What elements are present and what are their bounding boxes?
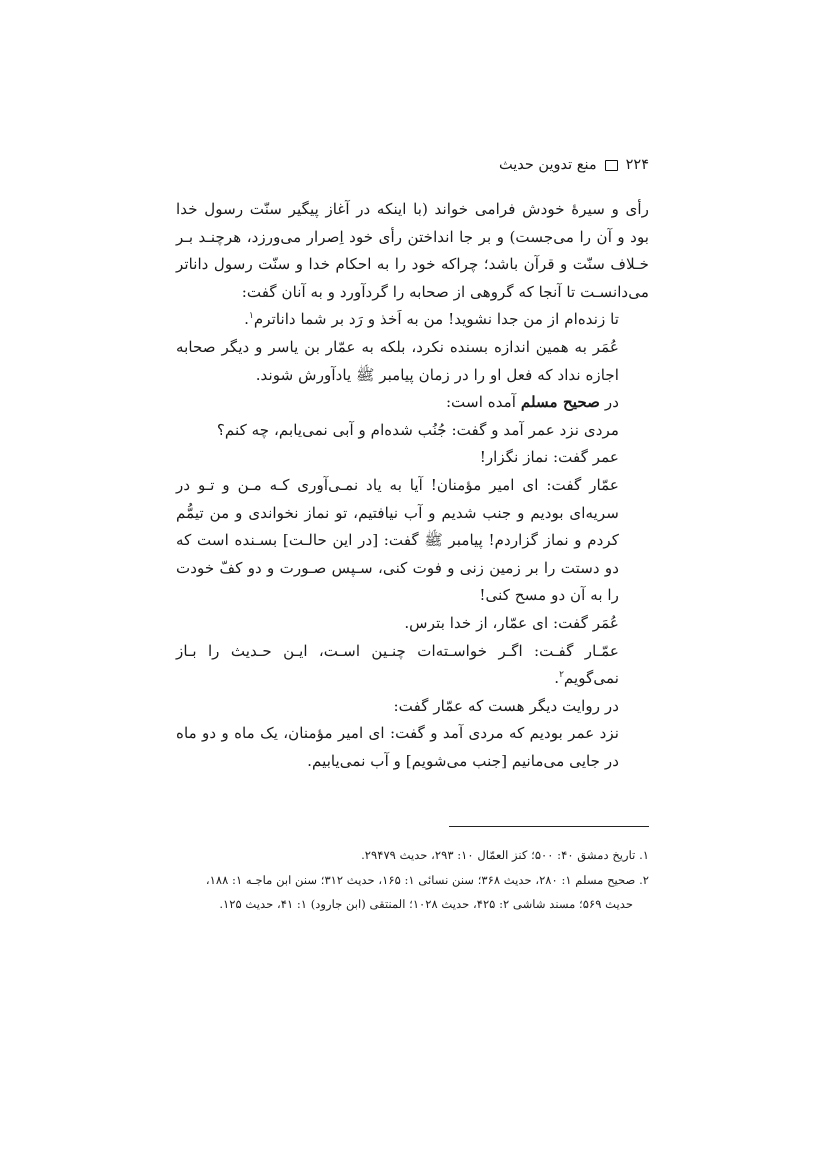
paragraph-1: رأی و سیرهٔ خودش فرامی خواند (با اینکه در آغاز پیگیر سنّت رسول خدا بود و آن را می‌جست) و بر جا انداختن رأی خود اِصرار می‌ورزد، هرچنـد بـر خـلاف سنّت و قرآن باشد؛ چراکه خود را به احکام خدا و سنّت رسول داناتر می‌دانسـت تا آنجا که گروهی از صحابه را گردآورد و به آنان گفت: — [176, 200, 650, 301]
footnote-1: ۱. تاریخ دمشق ۴۰: ۵۰۰؛ کنز العمّال ۱۰: ۲۹۳، حدیث ۲۹۴۷۹. — [361, 848, 649, 862]
body-text — [176, 196, 649, 775]
paragraph-4: در روایت دیگر هست که عمّار گفت: — [393, 696, 619, 715]
paragraph-3: در صحیح مسلم آمده است: — [445, 393, 619, 412]
quote-line-4: عُمَر گفت: ای عمّار، از خدا بترس. — [404, 613, 619, 632]
footnotes — [176, 843, 649, 917]
footnote-ref-1: ۱ — [249, 311, 254, 322]
footnote-divider — [449, 826, 649, 827]
footnote-ref-2: ۲ — [559, 670, 564, 681]
quote-paragraph-1: تا زنده‌ام از من جدا نشوید! من به اَخذ و رَد بر شما داناترم$^۱$. — [244, 310, 619, 329]
running-header — [499, 157, 649, 173]
source-title: صحیح مسلم — [520, 393, 601, 412]
square-ornament-icon — [605, 160, 618, 171]
quote-paragraph-5: عمّـار گفـت: اگـر خواسـته‌ات چنـین اسـت، ایـن حـدیث را بـاز نمی‌گویم$^۲$. — [176, 641, 619, 688]
footnote-2-continuation: حدیث ۵۶۹؛ مسند شاشی ۲: ۴۲۵، حدیث ۱۰۲۸؛ المنتقی (ابن جارود) ۱: ۴۱، حدیث ۱۲۵. — [219, 897, 633, 912]
quote-line-2: عمر گفت: نماز نگزار! — [479, 448, 619, 467]
quote-line-1: مردی نزد عمر آمد و گفت: جُنُب شده‌ام و آبی نمی‌یابم، چه کنم؟ — [216, 420, 619, 439]
running-title: منع تدوین حدیث — [498, 157, 597, 173]
page-number: ۲۲۴ — [625, 157, 649, 173]
quote-paragraph-ammar: عمّار گفت: ای امیر مؤمنان! آیا به یاد نمـی‌آوری کـه مـن و تـو در سریه‌ای بودیم و جنب شدیم و آب نیافتیم، تو نماز نخواندی و من تیمُّم کردم و نماز گزاردم! پیامبر ﷺ گفت: [در این حالـت] بسـنده است که دو دستت را بر زمین زنی و فوت کنی، سـپس صـورت و دو کفّ خودت را به آن دو مسح کنی! — [176, 475, 620, 605]
footnote-2: ۲. صحیح مسلم ۱: ۲۸۰، حدیث ۳۶۸؛ سنن نسائی ۱: ۱۶۵، حدیث ۳۱۲؛ سنن ابن ماجـه ۱: ۱۸۸، — [205, 872, 649, 887]
paragraph-2: عُمَر به همین اندازه بسنده نکرد، بلکه به عمّار بن یاسر و دیگر صحابه اجازه نداد که فعل او را در زمان پیامبر ﷺ یادآورش شوند. — [176, 337, 619, 384]
quote-paragraph-6: نزد عمر بودیم که مردی آمد و گفت: ای امیر مؤمنان، یک ماه و دو ماه در جایی می‌مانیم [جنب می‌شویم] و آب نمی‌یابیم. — [176, 724, 619, 770]
